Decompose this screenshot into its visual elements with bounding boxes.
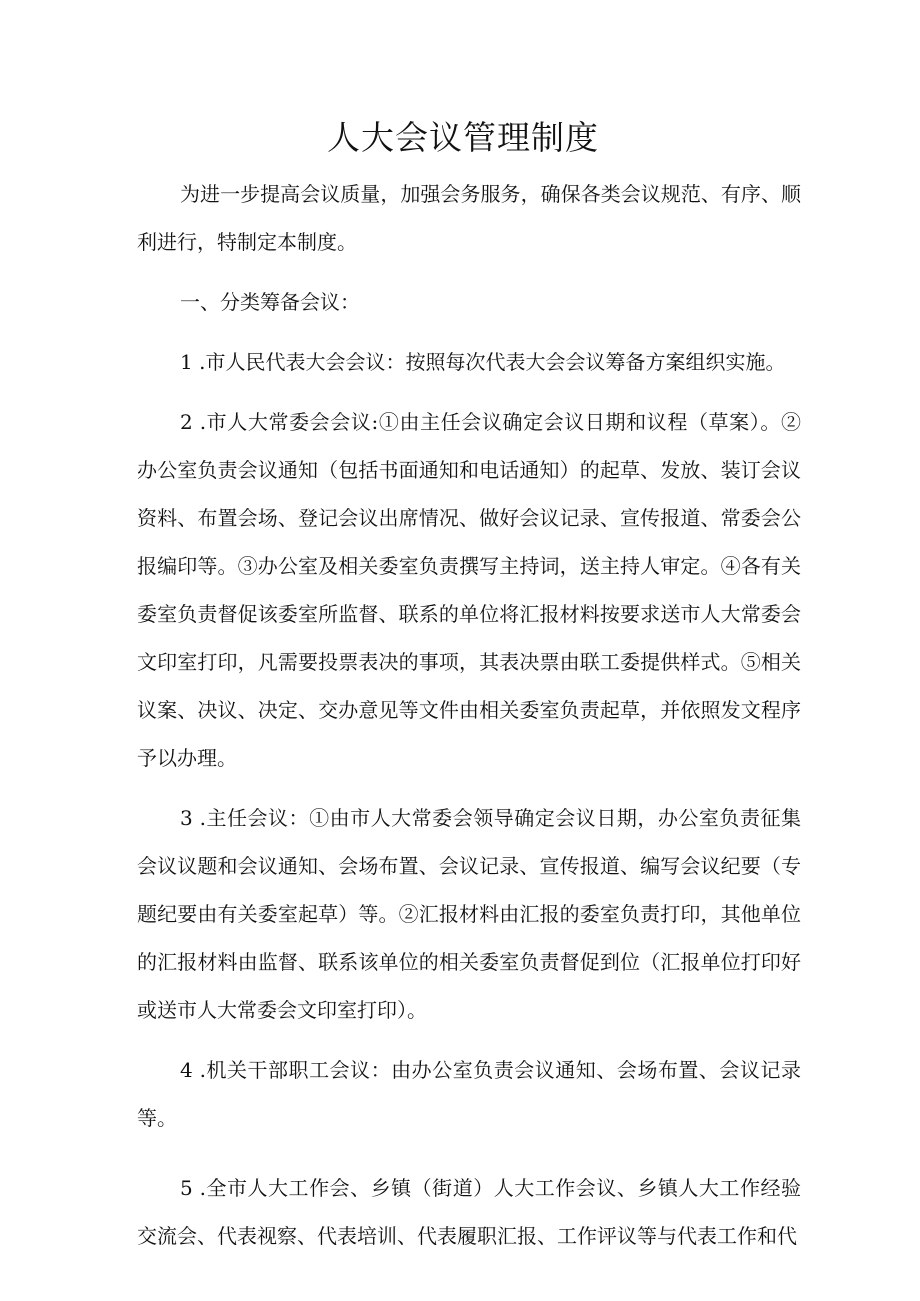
intro-paragraph: 为进一步提高会议质量，加强会务服务，确保各类会议规范、有序、顺利进行，特制定本制度。	[137, 182, 801, 254]
document-title: 人大会议管理制度	[327, 118, 599, 157]
item-2-paragraph: 2 .市人大常委会会议:①由主任会议确定会议日期和议程（草案）。②办公室负责会议通知（包括书面通知和电话通知）的起草、发放、装订会议资料、布置会场、登记会议出席情况、做好会议记录、宣传报道、常委会公报编印等。③办公室及相关委室负责撰写主持词，送主持人审定。④各有关委室负责督促该委室所监督、联系的单位将汇报材料按要求送市人大常委会文印室打印，凡需要投票表决的事项，其表决票由联工委提供样式。⑤相关议案、决议、决定、交办意见等文件由相关委室负责起草，并依照发文程序予以办理。	[137, 410, 801, 770]
item-4-paragraph: 4 .机关干部职工会议：由办公室负责会议通知、会场布置、会议记录等。	[137, 1058, 801, 1130]
item-5-paragraph: 5 .全市人大工作会、乡镇（街道）人大工作会议、乡镇人大工作经验交流会、代表视察、代表培训、代表履职汇报、工作评议等与代表工作和代	[137, 1176, 801, 1248]
document-body	[137, 170, 801, 1260]
section-heading-1: 一、分类筹备会议：	[180, 290, 360, 314]
item-1-paragraph: 1 .市人民代表大会会议：按照每次代表大会会议筹备方案组织实施。	[180, 350, 786, 374]
item-3-paragraph: 3 .主任会议：①由市人大常委会领导确定会议日期，办公室负责征集会议议题和会议通知、会场布置、会议记录、宣传报道、编写会议纪要（专题纪要由有关委室起草）等。②汇报材料由汇报的委室负责打印，其他单位的汇报材料由监督、联系该单位的相关委室负责督促到位（汇报单位打印好或送市人大常委会文印室打印）。	[137, 806, 801, 1022]
